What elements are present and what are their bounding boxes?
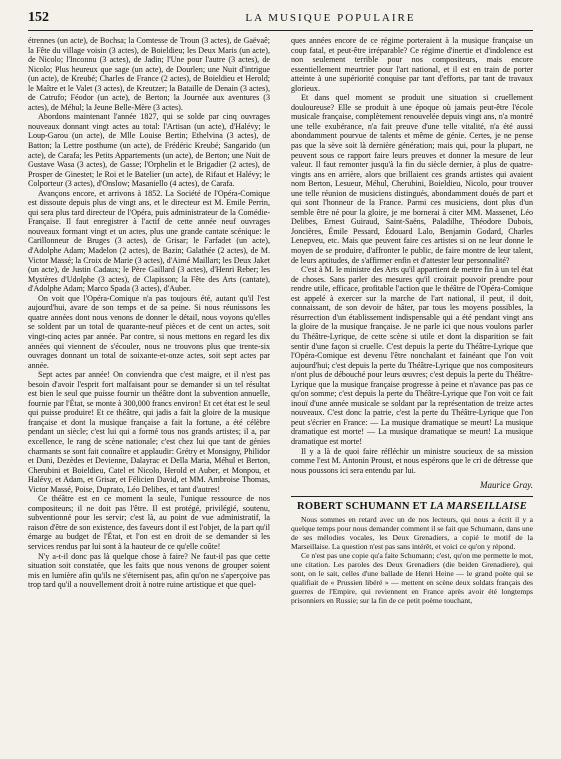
article-title-italic: LA MARSEILLAISE	[430, 500, 528, 512]
left-column	[28, 36, 270, 590]
page-number: 152	[28, 10, 49, 25]
author-signature: Maurice Gray.	[480, 480, 533, 491]
paragraph: Et dans quel moment se produit une situation si cruellement douloureuse? Elle se produit à une époque où jamais peut-être l'école musicale française, complètement renouvelée depuis vingt ans, n'a montré une telle exubérance, n'a fait preuve d'une telle vitalité, n'a été aussi abondamment pourvue de talents et même de génie. Certes, je ne pense pas que la sève soit là dernière génération; mais qui, pour la plupart, ne peuvent sous ce rapport faire leurs preuves et donner la mesure de leur valeur. Il faut remonter jusqu'à la fin du siècle dernier, à plus de quatre-vingts ans en arrière, alors que brillaient ces grands artistes qui avaient nom Berton, Lesueur, Méhul, Cherubini, Boieldieu, Nicolo, pour trouver une telle réunion de musiciens distingués, abondamment doués de part et qui sont l'honneur de la France. Parmi ces musiciens, dont plus d'un semble être né pour la gloire, je me bornerai à citer MM. Massenet, Léo Delibes, Ernest Guiraud, Saint-Saëns, Paladilhe, Théodore Dubois, Joncières, Émile Pessard, Édouard Lalo, Benjamin Godard, Charles Lenepveu, etc. Mais que peuvent faire ces artistes si on ne leur donne le moyen de se produire, d'affronter le public, de faire montre de leur talent, de leurs aptitudes, de s'affirmer enfin et d'attester leur personnalité?	[291, 93, 533, 265]
article-title	[291, 502, 533, 512]
paragraph: Nous sommes en retard avec un de nos lecteurs, qui nous a écrit il y a quelque temps pour nous demander comment il se fait que Schumann, dans une de ses mélodies vocales, les Deux Grenadiers, a copié le motif de la Marseillaise. La question n'est pas sans intérêt, et voici ce qu'on y répond.	[291, 515, 533, 552]
right-column	[291, 36, 533, 605]
page-header	[28, 8, 533, 28]
article-body	[291, 515, 533, 605]
paragraph: étrennes (un acte), de Bochsa; la Comtesse de Troun (3 actes), de Gaëvaê; la Fête du village voisin (3 actes), de Boieldieu; les Deux Maris (un acte), de Nicolo; l'Inconnu (3 actes), de Jadin; l'Une pour l'autre (3 actes), de Nicolo; Plus heureux que sage (un acte), de Dourlen; une Nuit d'intrigue (un acte), de Kreubé; Charles de France (2 actes), de Boieldieu et Herold; le Maître et le Valet (3 actes), de Kreutzer; la Bataille de Denain (3 actes), de Catrufo; Féodor (un acte), de Berton; la Journée aux aventures (3 actes), de Méhul; la Jeune Belle-Mère (3 actes).	[28, 36, 270, 112]
paragraph: C'est à M. le ministre des Arts qu'il appartient de mettre fin à un tel état de choses. Sans parler des mesures qu'il croirait pouvoir prendre pour rendre utile, efficace, profitable l'action que le théâtre de l'Opéra-Comique est appelé à exercer sur la marche de l'art national, il peut, il doit, connaissant, de son devoir de hâter, par tous les moyens possibles, la résurrection d'un établissement indispensable qui a été pendant vingt ans la gloire de la musique française. Je ne parle ici que nous voulons parler du Théâtre-Lyrique, de cette scène si utile et dont la disparition se fait sentir d'une façon si cruelle. C'est depuis la perte du Théâtre-Lyrique que l'Opéra-Comique est devenu l'être nonchalant et fainéant que l'on voit aujourd'hui; c'est depuis la perte du Théâtre-Lyrique que nos compositeurs n'ont plus de débouché pour leurs œuvres; c'est depuis la perte du Théâtre-Lyrique que la musique française progresse à peine et n'avance pas pas ce qu'on somme; c'est depuis la perte du Théâtre-Lyrique que l'on voit ce fait inouï d'une année musicale se soldant par la représentation de treize actes nouveaux. C'est donc la patrie, c'est la perte du Théâtre-Lyrique que l'on peut s'écrier en France: — La musique dramatique se meurt! La musique dramatique est morte! — La musique dramatique se meurt! La musique dramatique est morte!	[291, 265, 533, 446]
paragraph: Ce n'est pas une copie qu'a faite Schumann; c'est, qu'on me permette le mot, une citation. Les paroles des Deux Grenadiers (die beiden Grenadiere), qui sont, on le sait, celles d'une ballade de Henri Heine — le grand poète qui se qualifiait de « Prussien libéré » — mettent en scène deux soldats français des guerres de l'Empire, qui reviennent en France après avoir été longtemps prisonniers en Russie; sur la fin de ce petit poème touchant,	[291, 551, 533, 606]
paragraph: Avançons encore, et arrivons à 1852. La Société de l'Opéra-Comique est dissoute depuis plus de vingt ans, et le directeur est M. Emile Perrin, qui sera plus tard directeur de l'Opéra, puis administrateur de la Comédie-Française. Il faut enregistrer à l'actif de cette année neuf ouvrages nouveaux formant vingt et un actes, plus une grande cantate scénique: le Carillonneur de Bruges (3 actes), de Grisar; le Farfadet (un acte), d'Adolphe Adam; Madelon (2 actes), de Bazin; Galathée (2 actes), de M. Victor Massé; la Croix de Marie (3 actes), d'Aimé Maillart; les Deux Jaket (un acte), de Justin Cadaux; le Père Gaillard (3 actes), d'Henri Reber; les Mystères d'Udolphe (3 actes), de Clapisson; la Fête des Arts (cantate), d'Adolphe Adam; Marco Spada (3 actes), d'Auber.	[28, 188, 270, 294]
paragraph: Il y a là de quoi faire réfléchir un ministre soucieux de sa mission comme l'est M. Antonin Proust, et nous espérons que le cri de détresse que nous poussons ici sera entendu par lui.	[291, 446, 533, 475]
paragraph: Abordons maintenant l'année 1827, qui se solde par cinq ouvrages nouveaux donnant vingt actes au total: l'Artisan (un acte), d'Halévy; le Loup-Garou (un acte), de Mlle Louise Bertin; Ethelvina (3 actes), de Batton; la Lettre posthume (un acte), de Frédéric Kreubé; Sangarido (un acte), de Carafa; les Petits Appartements (un acte), de Berton; une Nuit de Gustave Wasa (3 actes), de Gasse; l'Orphelin et le Brigadier (2 actes), de Prosper de Ginestet; le Roi et le Batelier (un acte), de Rifaut et Halévy; le Colporteur (3 actes), d'Onslow; Masaniello (4 actes), de Carafa.	[28, 112, 270, 189]
paragraph: Ce théâtre est en ce moment la seule, l'unique ressource de nos compositeurs; il ne doit pas l'être. Il est protégé, privilégié, soutenu, subventionné pour les servir; c'est là, au point de vue administratif, la raison d'être de son existence, des faveurs dont il est l'objet, de la part qu'il émarge au budget de l'État, et l'on est en droit de se demander si les services rendus par lui sont à la hauteur de ce qu'elle coûte!	[28, 494, 270, 551]
section-divider	[291, 496, 533, 497]
article-title-prefix: ROBERT SCHUMANN ET	[296, 500, 428, 512]
running-title: LA MUSIQUE POPULAIRE	[245, 12, 416, 24]
paragraph: ques années encore de ce régime porteraient à la musique française un coup fatal, et peut-être irréparable? Ce régime d'inertie et d'indolence est non seulement terrible pour nos compositeurs, mais encore essentiellement meurtrier pour l'art national, et il est en train de porter atteinte à une supériorité conquise par tant d'efforts, par tant de travaux glorieux.	[291, 36, 533, 93]
header-rule	[28, 30, 533, 31]
paragraph: Sept actes par année! On conviendra que c'est maigre, et il n'est pas besoin d'avoir l'esprit fort malfaisant pour se demander si un tel résultat est bien le seul que puisse fournir un théâtre dont la subvention annuelle, fournie par l'État, se monte à 300,000 francs environ! Et cet état est le seul qui puisse produire! Et ce théâtre, qui jadis a fait la gloire de la musique française et dont la musique française a fait la fortune, a été célèbre pendant un siècle; c'est lui qui a formé tous nos grands artistes; il a, par excellence, le rang de scène nationale; c'est chez lui que tant de génies charmants se sont fait connaître et applaudir: Grétry et Monsigny, Philidor et Duni, Dezèdes et Devienne, Dalayrac et Della Maria, Méhul et Berton, Cherubini et Boieldieu, Catel et Nicolo, Herold et Auber, et Monpou, et Halévy, et Adam, et Grisar, et Félicien David, et MM. Ambroise Thomas, Victor Massé, Poise, Duprato, Léo Delibes, et tant d'autres!	[28, 370, 270, 494]
paragraph: N'y a-t-il donc pas là quelque chose à faire? Ne faut-il pas que cette situation soit constatée, que les faits que nous venons de grouper soient mis en lumière afin qu'ils ne s'éternisent pas, afin qu'on ne s'aperçoive pas trop tard qu'il a nouvellement droit à notre ruine artistique et que quel-	[28, 551, 270, 590]
paragraph: On voit que l'Opéra-Comique n'a pas toujours été, autant qu'il l'est aujourd'hui, avare de son temps et de sa peine. Si nous réunissons les quatre années dont nous venons de donner le détail, nous voyons qu'elles se soldent par un total de quarante-neuf pièces et de cent un actes, soit vingt-cinq actes par année. Par contre, si nous mettons en regard les dix années qui viennent de s'écouler, nous ne trouvons plus que trente-six ouvrages donnant un total de soixante-et-onze actes, soit sept actes par année.	[28, 293, 270, 370]
